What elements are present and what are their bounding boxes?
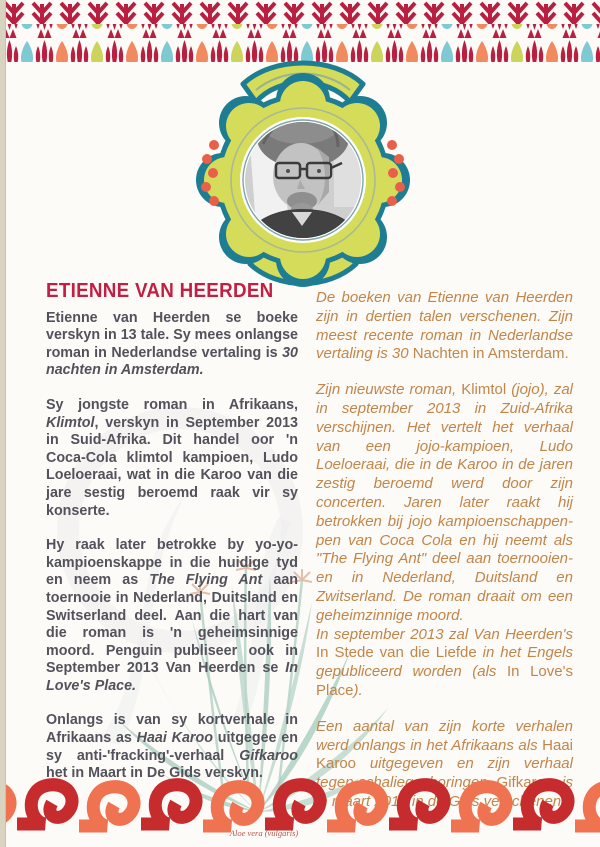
page-title: ETIENNE VAN HEERDEN: [46, 280, 274, 302]
afrikaans-paragraph-3: Hy raak later betrokke by yo-yo-kampioenskappe in die huidige tyd en neem as The Flying Ant aan toernooie in Nederland, Duitsland en Switserland deel. Aan die hart van die roman is 'n geheimsinnige moord. Penguin publiseer ook in September 2013 Van Heerden se In Love's Place.: [46, 537, 299, 694]
portrait-medallion: [188, 52, 418, 297]
afrikaans-column: [46, 280, 299, 800]
dutch-column: [316, 289, 573, 829]
aloe-caption: Aloe vera (vulgaris): [229, 828, 299, 838]
page-binding-edge: [0, 0, 6, 847]
afrikaans-paragraph-4: Onlangs is van sy kortverhale in Afrikaans as Haai Karoo uitgegee en sy anti-'fracking'-verhaal Gifkaroo het in Maart in De Gids verskyn.: [46, 712, 298, 782]
afrikaans-paragraph-1: Etienne van Heerden se boeke verskyn in 13 tale. Sy mees onlangse roman in Nederlandse vertaling is 30 nachten in Amsterdam.: [46, 309, 298, 379]
dutch-paragraph-3: In september 2013 zal Van Heerden's In Stede van die Liefde in het Engels gepubliceerd worden (als In Love's Place).: [316, 625, 573, 699]
dutch-paragraph-2: Zijn nieuwste roman, Klimtol (jojo), zal in september 2013 in Zuid-Afrika verschijnen. Het vertelt het verhaal van een jojo-kampioen, Ludo Loeloeraai, die in de Karoo in de jaren zestig beroemd werd door zijn concerten. Jaren later raakt hij betrokken bij jojo kampioenschappen- pen van Coca Cola en hij neemt als "The Flying Ant" deel aan toernooien- en in Nederland, Duitsland en Zwitserland. De roman draait om een geheimzinnige moord.: [316, 381, 573, 624]
dutch-paragraph-1: De boeken van Etienne van Heerden zijn in dertien talen verschenen. Zijn meest recente roman in Nederlandse vertaling is 30 Nachten in Amsterdam.: [316, 289, 573, 363]
afrikaans-paragraph-2: Sy jongste roman in Afrikaans, Klimtol, verskyn in September 2013 in Suid-Afrika. Dit handel oor 'n Coca-Cola klimtol kampioen, Ludo Loeloeraai, wat in die Karoo van die jare sestig beroemd raak vir sy konserte.: [46, 396, 298, 519]
dutch-paragraph-4: Een aantal van zijn korte verhalen werd onlangs in het Afrikaans als Haai Karoo uitgegeven en zijn verhaal tegen schaliegasboringen, Gifkaroo, is in maart 2013 in de Gids verschenen.: [316, 717, 574, 810]
